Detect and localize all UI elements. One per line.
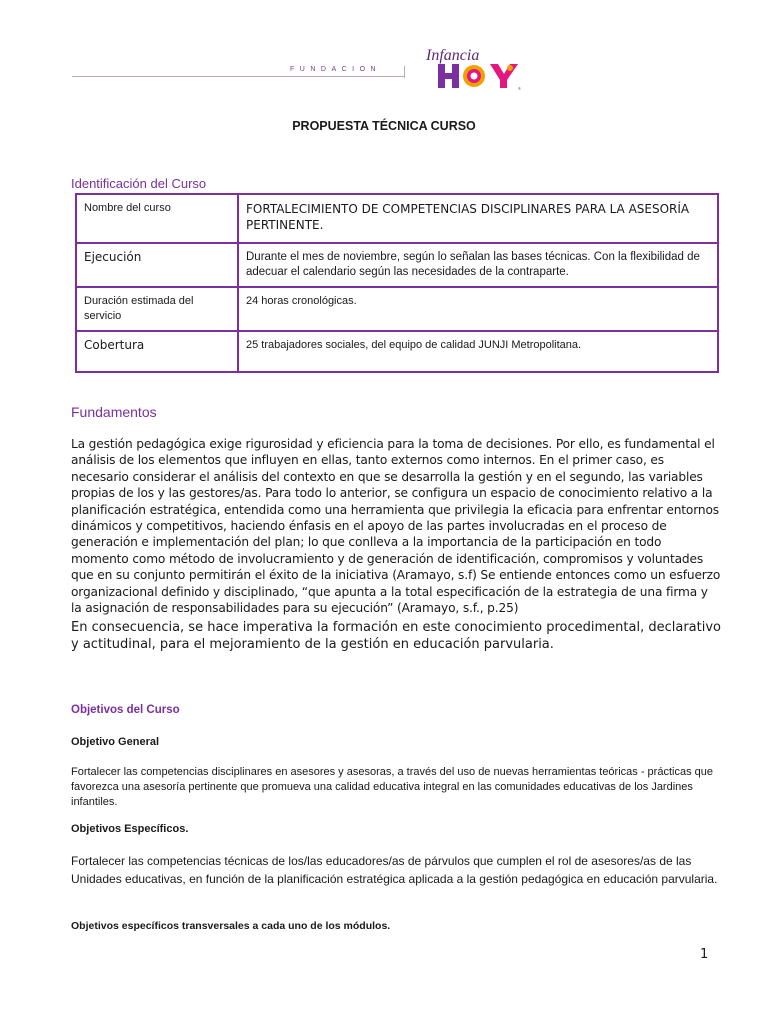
identificacion-heading: Identificación del Curso xyxy=(71,176,207,191)
table-row xyxy=(76,194,718,243)
row-label: Ejecución xyxy=(76,243,238,287)
row-label: Duración estimada del servicio xyxy=(76,287,238,331)
row-value: Durante el mes de noviembre, según lo señalan las bases técnicas. Con la flexibilidad de adecuar el calendario según las necesidades de la contraparte. xyxy=(238,243,718,287)
objetivo-general-text: Fortalecer las competencias disciplinares en asesores y asesoras, a través del uso de nuevas herramientas teóricas - prácticas que favorezca una asesoría pertinente que promueva una calidad educativa integral en las comunidades educativas de los Jardines infantiles. xyxy=(71,766,713,808)
fundamentos-heading: Fundamentos xyxy=(71,404,157,420)
fundamentos-paragraph-1: La gestión pedagógica exige rigurosidad y eficiencia para la toma de decisiones. Por ello, es fundamental el análisis de los elementos que influyen en ellas, tanto externos como internos. En el primer caso, es necesario considerar el análisis del contexto en que se desarrolla la gestión y en el segundo, las variables propias de los y las gestores/as. Para todo lo anterior, se configura un espacio de conocimiento relativo a la planificación estratégica, entendida como una herramienta que privilegia la eficacia para enfrentar entornos dinámicos y competitivos, haciendo énfasis en el apoyo de las partes involucradas en el proceso de generación e implementación del plan; lo que conlleva a la importancia de la participación en todo momento como método de involucramiento y de generación de identificación, compromisos y voluntades que en su conjunto permitirán el éxito de la iniciativa (Aramayo, s.f) Se entiende entonces como un esfuerzo organizacional definido y disciplinado, “que apunta a la total especificación de la estrategia de una firma y la asignación de responsabilidades para su ejecución” (Aramayo, s.f., p.25) xyxy=(71,437,721,616)
table-row xyxy=(76,243,718,287)
infancia-hoy-logo xyxy=(410,44,550,94)
row-value: 24 horas cronológicas. xyxy=(238,287,718,331)
objetivo-general-heading: Objetivo General xyxy=(71,736,160,748)
objetivos-especificos-text: Fortalecer las competencias técnicas de los/las educadores/as de párvulos que cumplen el rol de asesores/as de las Unidades educativas, en función de la planificación estratégica aplicada a la gestión pedagógica en educación parvularia. xyxy=(71,854,718,886)
row-value: FORTALECIMIENTO DE COMPETENCIAS DISCIPLINARES PARA LA ASESORÍA PERTINENTE. xyxy=(238,194,718,243)
fundacion-label: FUNDACION xyxy=(290,66,382,73)
logo-top-text: Infancia xyxy=(426,47,480,64)
identificacion-table xyxy=(75,193,719,373)
page-title: PROPUESTA TÉCNICA CURSO xyxy=(292,119,476,133)
row-label: Nombre del curso xyxy=(76,194,238,243)
page-number: 1 xyxy=(700,947,709,962)
row-value: 25 trabajadores sociales, del equipo de calidad JUNJI Metropolitana. xyxy=(238,331,718,372)
svg-text:®: ® xyxy=(518,86,521,91)
fundamentos-paragraph-2: En consecuencia, se hace imperativa la formación en este conocimiento procedimental, declarativo y actitudinal, para el mejoramiento de la gestión en educación parvularia. xyxy=(71,620,721,652)
table-row xyxy=(76,331,718,372)
objetivos-especificos-heading: Objetivos Específicos. xyxy=(71,823,189,835)
logo-main-glyphs xyxy=(438,64,521,91)
objetivos-transversales-heading: Objetivos específicos transversales a cada uno de los módulos. xyxy=(71,920,391,932)
header-rule xyxy=(72,76,404,77)
objetivos-heading: Objetivos del Curso xyxy=(71,704,180,716)
table-row xyxy=(76,287,718,331)
header-rule-tick xyxy=(404,66,405,78)
row-label: Cobertura xyxy=(76,331,238,372)
